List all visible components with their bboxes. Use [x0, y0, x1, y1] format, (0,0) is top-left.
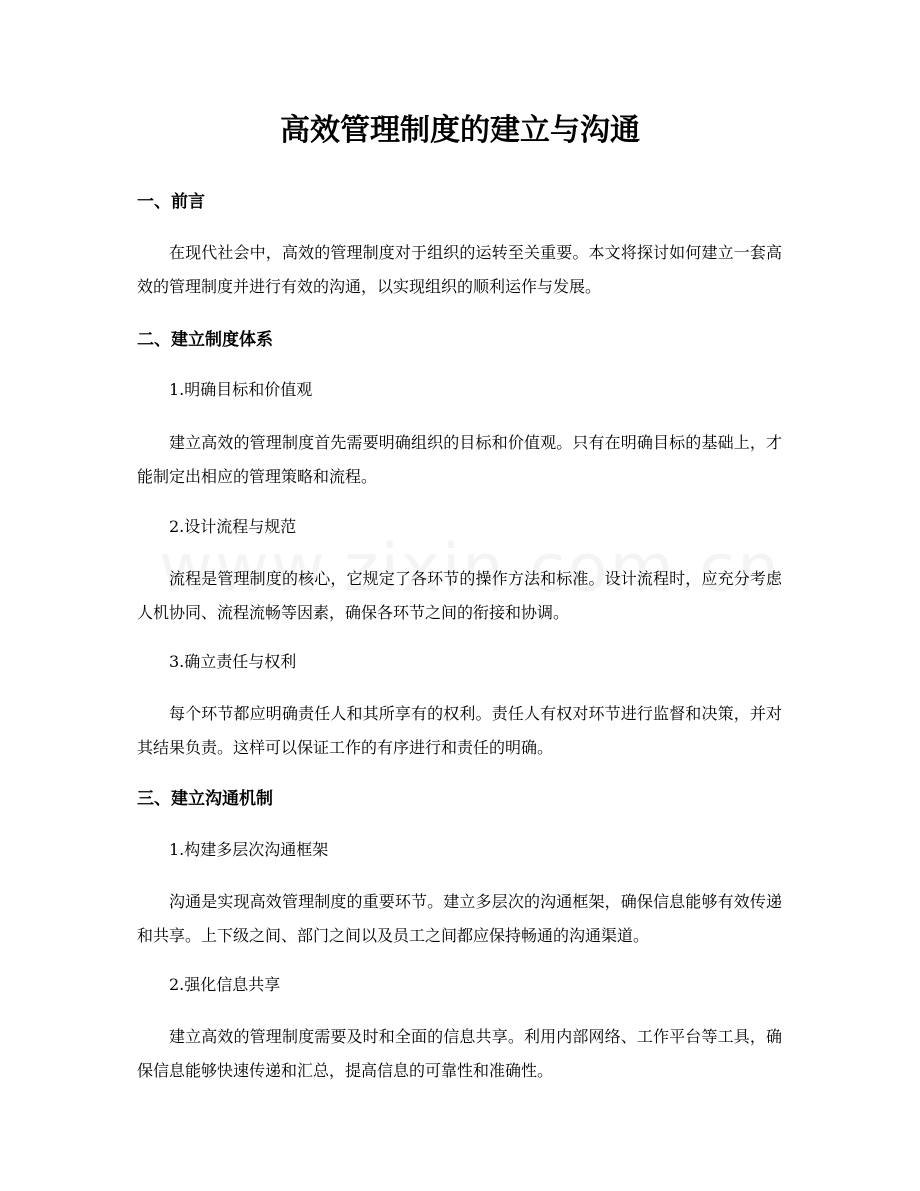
- section-heading-preface: 一、前言: [137, 192, 205, 212]
- document-title: 高效管理制度的建立与沟通: [280, 113, 640, 148]
- subheading-process: 2.设计流程与规范: [169, 517, 297, 536]
- section-heading-communication: 三、建立沟通机制: [137, 789, 273, 809]
- subheading-framework: 1.构建多层次沟通框架: [169, 840, 329, 859]
- subheading-sharing: 2.强化信息共享: [169, 975, 281, 994]
- subheading-goals: 1.明确目标和价值观: [169, 380, 313, 399]
- section-heading-system: 二、建立制度体系: [137, 330, 273, 350]
- paragraph-process: 流程是管理制度的核心，它规定了各环节的操作方法和标准。设计流程时，应充分考虑人机协同、流程流畅等因素，确保各环节之间的衔接和协调。: [137, 569, 782, 622]
- paragraph-goals: 建立高效的管理制度首先需要明确组织的目标和价值观。只有在明确目标的基础上，才能制定出相应的管理策略和流程。: [137, 433, 782, 486]
- paragraph-preface: 在现代社会中，高效的管理制度对于组织的运转至关重要。本文将探讨如何建立一套高效的管理制度并进行有效的沟通，以实现组织的顺利运作与发展。: [137, 243, 782, 296]
- paragraph-responsibility: 每个环节都应明确责任人和其所享有的权利。责任人有权对环节进行监督和决策，并对其结果负责。这样可以保证工作的有序进行和责任的明确。: [137, 704, 782, 757]
- paragraph-sharing: 建立高效的管理制度需要及时和全面的信息共享。利用内部网络、工作平台等工具，确保信息能够快速传递和汇总，提高信息的可靠性和准确性。: [137, 1027, 782, 1080]
- paragraph-framework: 沟通是实现高效管理制度的重要环节。建立多层次的沟通框架，确保信息能够有效传递和共享。上下级之间、部门之间以及员工之间都应保持畅通的沟通渠道。: [137, 892, 782, 945]
- subheading-responsibility: 3.确立责任与权利: [169, 652, 297, 671]
